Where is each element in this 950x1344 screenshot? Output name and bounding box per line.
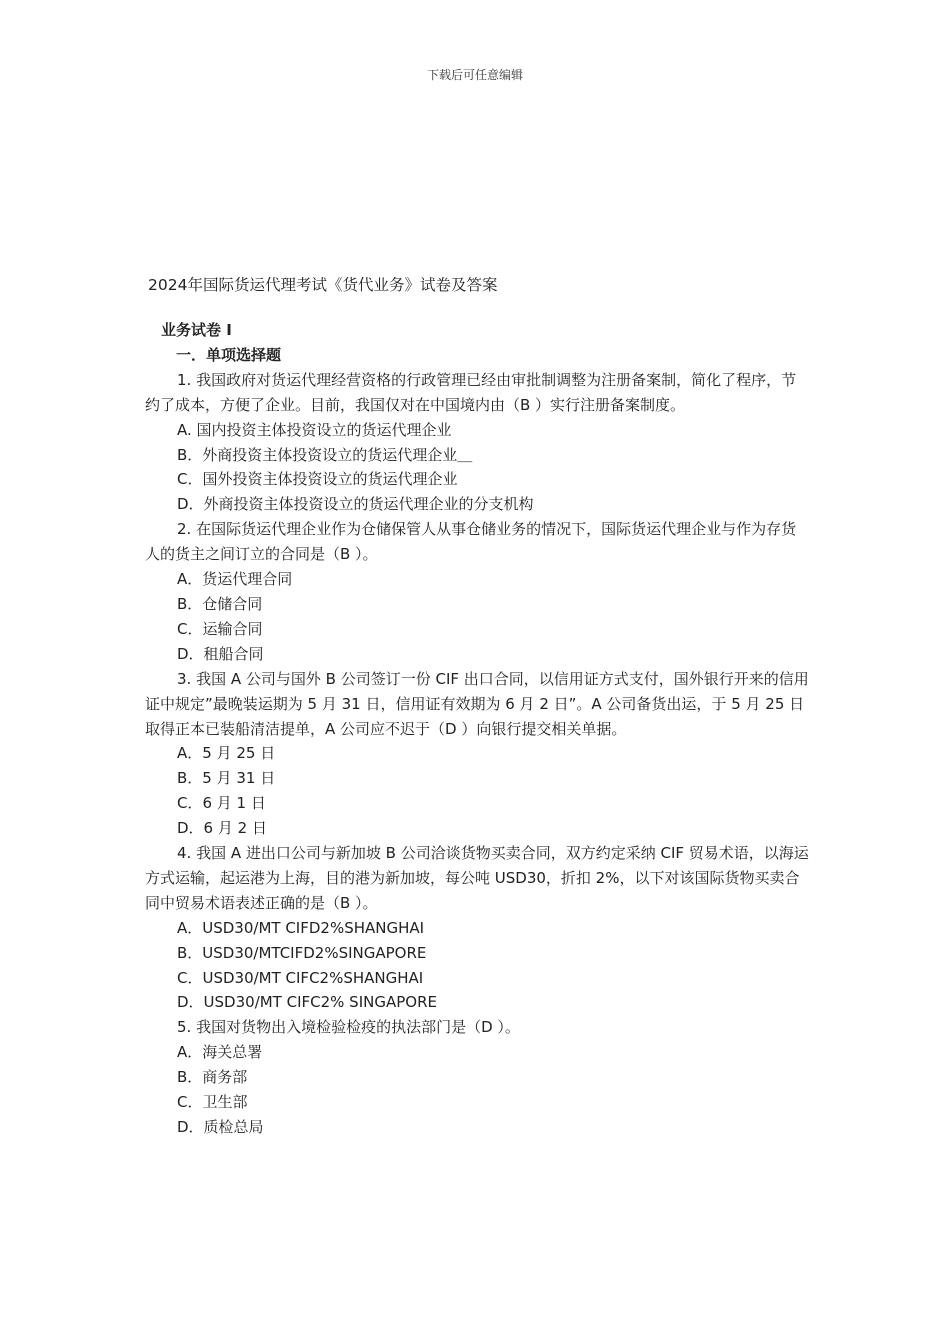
question-4-option-d: D．USD30/MT CIFC2% SINGAPORE xyxy=(177,993,437,1012)
question-3-option-c: C．6 月 1 日 xyxy=(177,794,266,813)
question-3-option-d: D．6 月 2 日 xyxy=(177,819,267,838)
question-1-stem: 1. 我国政府对货运代理经营资格的行政管理已经由审批制调整为注册备案制，简化了程序，节约了成本，方便了企业。目前，我国仅对在中国境内由（B ）实行注册备案制度。 xyxy=(145,370,797,414)
question-5-option-a: A．海关总署 xyxy=(177,1043,263,1062)
document-body xyxy=(145,318,810,1140)
question-5-option-d: D．质检总局 xyxy=(177,1118,264,1136)
question-5-option-b: B．商务部 xyxy=(177,1068,248,1087)
question-4-stem: 4. 我国 A 进出口公司与新加坡 B 公司洽谈货物买卖合同，双方约定采纳 CIF 贸易术语，以海运方式运输，起运港为上海，目的港为新加坡，每公吨 USD30，折扣 2%，以下对该国际货物买卖合同中贸易术语表述正确的是（B ）。 xyxy=(145,844,809,912)
question-2-option-b: B．仓储合同 xyxy=(177,594,263,613)
question-2-option-d: D．租船合同 xyxy=(177,644,264,663)
question-4-option-b: B．USD30/MTCIFD2%SINGAPORE xyxy=(177,943,427,962)
question-1-option-b: B．外商投资主体投资设立的货运代理企业＿ xyxy=(177,445,473,464)
question-3-stem: 3. 我国 A 公司与国外 B 公司签订一份 CIF 出口合同，以信用证方式支付，国外银行开来的信用证中规定”最晚装运期为 5 月 31 日，信用证有效期为 6 月 2 日”。A 公司备货出运，于 5 月 25 日取得正本已装船清洁提单，A 公司应不迟于（D ）向银行提交相关单据。 xyxy=(145,669,809,738)
question-2-option-a: A．货运代理合同 xyxy=(177,570,293,589)
document-title: 2024年国际货运代理考试《货代业务》试卷及答案 xyxy=(148,276,498,294)
question-4-option-c: C．USD30/MT CIFC2%SHANGHAI xyxy=(177,968,424,987)
question-3-option-b: B．5 月 31 日 xyxy=(177,769,276,788)
question-5-stem: 5. 我国对货物出入境检验检疫的执法部门是（D ）。 xyxy=(177,1018,520,1037)
question-2-stem: 2. 在国际货运代理企业作为仓储保管人从事仓储业务的情况下，国际货运代理企业与作为存货人的货主之间订立的合同是（B ）。 xyxy=(145,520,797,564)
question-4-option-a: A．USD30/MT CIFD2%SHANGHAI xyxy=(177,918,425,937)
question-1-option-c: C．国外投资主体投资设立的货运代理企业 xyxy=(177,470,458,489)
question-1-option-d: D．外商投资主体投资设立的货运代理企业的分支机构 xyxy=(177,495,534,514)
question-1-option-a: A. 国内投资主体投资设立的货运代理企业 xyxy=(177,420,452,439)
question-2-option-c: C．运输合同 xyxy=(177,619,263,638)
question-5-option-c: C．卫生部 xyxy=(177,1093,248,1112)
question-3-option-a: A．5 月 25 日 xyxy=(177,744,276,763)
subsection-heading: 一．单项选择题 xyxy=(176,345,282,364)
header-note: 下载后可任意编辑 xyxy=(426,68,523,82)
section-heading: 业务试卷 I xyxy=(161,321,232,339)
